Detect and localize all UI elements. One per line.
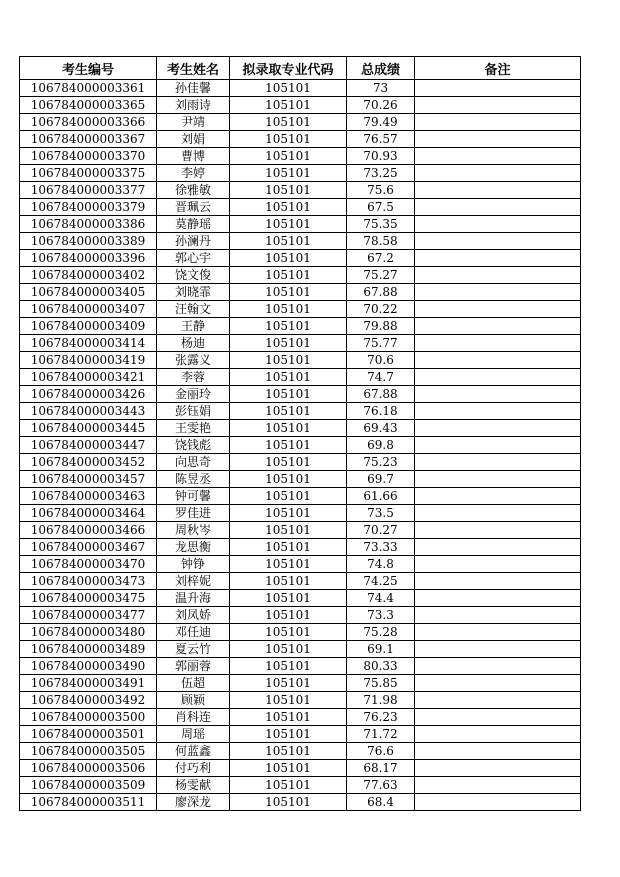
remarks-cell (415, 199, 581, 216)
candidate-name-cell: 钟铮 (157, 556, 230, 573)
remarks-cell (415, 233, 581, 250)
table-row (20, 641, 581, 658)
table-row (20, 216, 581, 233)
total-score-cell: 73 (347, 80, 415, 97)
total-score-cell: 71.98 (347, 692, 415, 709)
candidate-name-cell: 曹博 (157, 148, 230, 165)
total-score-cell: 76.23 (347, 709, 415, 726)
major-code-cell: 105101 (230, 182, 347, 199)
remarks-cell (415, 97, 581, 114)
table-row (20, 335, 581, 352)
table-row (20, 488, 581, 505)
total-score-cell: 74.25 (347, 573, 415, 590)
total-score-cell: 79.49 (347, 114, 415, 131)
total-score-cell: 73.25 (347, 165, 415, 182)
table-row (20, 267, 581, 284)
major-code-cell: 105101 (230, 624, 347, 641)
major-code-cell: 105101 (230, 437, 347, 454)
candidate-name-cell: 陈昱丞 (157, 471, 230, 488)
total-score-cell: 70.26 (347, 97, 415, 114)
table-row (20, 675, 581, 692)
candidate-name-cell: 郭心宇 (157, 250, 230, 267)
total-score-cell: 73.5 (347, 505, 415, 522)
remarks-cell (415, 437, 581, 454)
remarks-cell (415, 216, 581, 233)
candidate-id-cell: 106784000003477 (20, 607, 157, 624)
total-score-cell: 70.93 (347, 148, 415, 165)
candidate-name-cell: 刘雨诗 (157, 97, 230, 114)
header-candidate-id: 考生编号 (20, 57, 157, 80)
major-code-cell: 105101 (230, 131, 347, 148)
remarks-cell (415, 114, 581, 131)
major-code-cell: 105101 (230, 726, 347, 743)
candidate-id-cell: 106784000003375 (20, 165, 157, 182)
candidate-id-cell: 106784000003365 (20, 97, 157, 114)
total-score-cell: 70.22 (347, 301, 415, 318)
remarks-cell (415, 301, 581, 318)
candidate-id-cell: 106784000003361 (20, 80, 157, 97)
table-row (20, 233, 581, 250)
table-row (20, 726, 581, 743)
remarks-cell (415, 692, 581, 709)
candidate-id-cell: 106784000003452 (20, 454, 157, 471)
candidate-name-cell: 廖深龙 (157, 794, 230, 811)
candidate-name-cell: 孙澜丹 (157, 233, 230, 250)
candidate-name-cell: 杨雯献 (157, 777, 230, 794)
table-row (20, 386, 581, 403)
candidate-name-cell: 郭丽蓉 (157, 658, 230, 675)
table-row (20, 624, 581, 641)
remarks-cell (415, 165, 581, 182)
candidate-id-cell: 106784000003405 (20, 284, 157, 301)
candidate-name-cell: 何蓝鑫 (157, 743, 230, 760)
remarks-cell (415, 352, 581, 369)
total-score-cell: 68.17 (347, 760, 415, 777)
total-score-cell: 76.57 (347, 131, 415, 148)
total-score-cell: 67.88 (347, 284, 415, 301)
candidate-name-cell: 张露义 (157, 352, 230, 369)
major-code-cell: 105101 (230, 165, 347, 182)
candidate-name-cell: 王静 (157, 318, 230, 335)
table-row (20, 777, 581, 794)
remarks-cell (415, 641, 581, 658)
candidate-id-cell: 106784000003426 (20, 386, 157, 403)
major-code-cell: 105101 (230, 505, 347, 522)
major-code-cell: 105101 (230, 386, 347, 403)
candidate-id-cell: 106784000003509 (20, 777, 157, 794)
candidate-name-cell: 周瑶 (157, 726, 230, 743)
table-row (20, 556, 581, 573)
candidate-name-cell: 顾颖 (157, 692, 230, 709)
total-score-cell: 75.35 (347, 216, 415, 233)
table-row (20, 148, 581, 165)
total-score-cell: 73.33 (347, 539, 415, 556)
remarks-cell (415, 369, 581, 386)
table-row (20, 301, 581, 318)
remarks-cell (415, 318, 581, 335)
candidate-id-cell: 106784000003491 (20, 675, 157, 692)
total-score-cell: 75.85 (347, 675, 415, 692)
candidate-name-cell: 彭钰娟 (157, 403, 230, 420)
candidate-id-cell: 106784000003396 (20, 250, 157, 267)
table-row (20, 131, 581, 148)
remarks-cell (415, 539, 581, 556)
major-code-cell: 105101 (230, 522, 347, 539)
major-code-cell: 105101 (230, 607, 347, 624)
candidate-name-cell: 周秋岑 (157, 522, 230, 539)
candidate-id-cell: 106784000003421 (20, 369, 157, 386)
table-row (20, 318, 581, 335)
total-score-cell: 75.23 (347, 454, 415, 471)
remarks-cell (415, 522, 581, 539)
table-row (20, 437, 581, 454)
candidate-id-cell: 106784000003467 (20, 539, 157, 556)
major-code-cell: 105101 (230, 233, 347, 250)
major-code-cell: 105101 (230, 590, 347, 607)
table-row (20, 573, 581, 590)
candidate-id-cell: 106784000003480 (20, 624, 157, 641)
total-score-cell: 74.7 (347, 369, 415, 386)
total-score-cell: 77.63 (347, 777, 415, 794)
table-row (20, 199, 581, 216)
candidate-name-cell: 晋珮云 (157, 199, 230, 216)
candidate-id-cell: 106784000003409 (20, 318, 157, 335)
candidate-name-cell: 邓任迪 (157, 624, 230, 641)
major-code-cell: 105101 (230, 556, 347, 573)
candidate-name-cell: 夏云竹 (157, 641, 230, 658)
major-code-cell: 105101 (230, 97, 347, 114)
remarks-cell (415, 471, 581, 488)
remarks-cell (415, 556, 581, 573)
candidate-id-cell: 106784000003419 (20, 352, 157, 369)
table-row (20, 352, 581, 369)
table-row (20, 692, 581, 709)
total-score-cell: 67.5 (347, 199, 415, 216)
major-code-cell: 105101 (230, 369, 347, 386)
total-score-cell: 68.4 (347, 794, 415, 811)
major-code-cell: 105101 (230, 794, 347, 811)
candidate-name-cell: 伍超 (157, 675, 230, 692)
candidate-id-cell: 106784000003466 (20, 522, 157, 539)
candidate-id-cell: 106784000003506 (20, 760, 157, 777)
remarks-cell (415, 590, 581, 607)
remarks-cell (415, 777, 581, 794)
candidate-id-cell: 106784000003402 (20, 267, 157, 284)
candidate-name-cell: 莫静瑶 (157, 216, 230, 233)
total-score-cell: 76.6 (347, 743, 415, 760)
remarks-cell (415, 726, 581, 743)
remarks-cell (415, 420, 581, 437)
major-code-cell: 105101 (230, 318, 347, 335)
table-row (20, 539, 581, 556)
candidate-id-cell: 106784000003414 (20, 335, 157, 352)
major-code-cell: 105101 (230, 675, 347, 692)
candidate-name-cell: 饶钱彪 (157, 437, 230, 454)
table-row (20, 607, 581, 624)
major-code-cell: 105101 (230, 573, 347, 590)
table-row (20, 522, 581, 539)
total-score-cell: 69.1 (347, 641, 415, 658)
remarks-cell (415, 760, 581, 777)
major-code-cell: 105101 (230, 760, 347, 777)
table-row (20, 760, 581, 777)
total-score-cell: 78.58 (347, 233, 415, 250)
table-row (20, 420, 581, 437)
remarks-cell (415, 607, 581, 624)
remarks-cell (415, 267, 581, 284)
remarks-cell (415, 675, 581, 692)
remarks-cell (415, 284, 581, 301)
major-code-cell: 105101 (230, 284, 347, 301)
major-code-cell: 105101 (230, 743, 347, 760)
candidate-id-cell: 106784000003386 (20, 216, 157, 233)
remarks-cell (415, 573, 581, 590)
total-score-cell: 79.88 (347, 318, 415, 335)
candidate-name-cell: 肖科连 (157, 709, 230, 726)
candidate-name-cell: 龙思衡 (157, 539, 230, 556)
candidate-id-cell: 106784000003370 (20, 148, 157, 165)
major-code-cell: 105101 (230, 454, 347, 471)
table-row (20, 165, 581, 182)
major-code-cell: 105101 (230, 692, 347, 709)
candidate-name-cell: 孙佳馨 (157, 80, 230, 97)
table-row (20, 182, 581, 199)
major-code-cell: 105101 (230, 216, 347, 233)
major-code-cell: 105101 (230, 335, 347, 352)
remarks-cell (415, 624, 581, 641)
candidate-name-cell: 王雯艳 (157, 420, 230, 437)
table-row (20, 505, 581, 522)
remarks-cell (415, 182, 581, 199)
total-score-cell: 74.8 (347, 556, 415, 573)
candidate-name-cell: 李蓉 (157, 369, 230, 386)
remarks-cell (415, 403, 581, 420)
candidate-id-cell: 106784000003505 (20, 743, 157, 760)
candidate-id-cell: 106784000003490 (20, 658, 157, 675)
candidate-id-cell: 106784000003464 (20, 505, 157, 522)
major-code-cell: 105101 (230, 641, 347, 658)
candidate-id-cell: 106784000003447 (20, 437, 157, 454)
candidate-id-cell: 106784000003500 (20, 709, 157, 726)
remarks-cell (415, 454, 581, 471)
candidate-name-cell: 徐雅敏 (157, 182, 230, 199)
candidate-id-cell: 106784000003379 (20, 199, 157, 216)
header-total-score: 总成绩 (347, 57, 415, 80)
header-row (20, 57, 581, 80)
candidate-name-cell: 汪翰文 (157, 301, 230, 318)
total-score-cell: 67.88 (347, 386, 415, 403)
candidate-name-cell: 钟可馨 (157, 488, 230, 505)
admission-table (19, 56, 581, 811)
header-candidate-name: 考生姓名 (157, 57, 230, 80)
total-score-cell: 75.77 (347, 335, 415, 352)
candidate-name-cell: 刘梓妮 (157, 573, 230, 590)
major-code-cell: 105101 (230, 658, 347, 675)
total-score-cell: 76.18 (347, 403, 415, 420)
candidate-id-cell: 106784000003457 (20, 471, 157, 488)
major-code-cell: 105101 (230, 403, 347, 420)
major-code-cell: 105101 (230, 488, 347, 505)
major-code-cell: 105101 (230, 267, 347, 284)
candidate-name-cell: 饶文俊 (157, 267, 230, 284)
major-code-cell: 105101 (230, 471, 347, 488)
candidate-name-cell: 罗佳进 (157, 505, 230, 522)
candidate-id-cell: 106784000003366 (20, 114, 157, 131)
major-code-cell: 105101 (230, 420, 347, 437)
total-score-cell: 70.6 (347, 352, 415, 369)
total-score-cell: 80.33 (347, 658, 415, 675)
total-score-cell: 70.27 (347, 522, 415, 539)
remarks-cell (415, 743, 581, 760)
remarks-cell (415, 335, 581, 352)
total-score-cell: 74.4 (347, 590, 415, 607)
header-major-code: 拟录取专业代码 (230, 57, 347, 80)
remarks-cell (415, 505, 581, 522)
candidate-id-cell: 106784000003367 (20, 131, 157, 148)
candidate-id-cell: 106784000003407 (20, 301, 157, 318)
total-score-cell: 69.43 (347, 420, 415, 437)
candidate-name-cell: 温升海 (157, 590, 230, 607)
table-row (20, 709, 581, 726)
candidate-name-cell: 金丽玲 (157, 386, 230, 403)
major-code-cell: 105101 (230, 199, 347, 216)
major-code-cell: 105101 (230, 148, 347, 165)
candidate-name-cell: 刘娟 (157, 131, 230, 148)
major-code-cell: 105101 (230, 80, 347, 97)
candidate-name-cell: 刘晓霏 (157, 284, 230, 301)
remarks-cell (415, 488, 581, 505)
table-row (20, 743, 581, 760)
table-row (20, 794, 581, 811)
candidate-id-cell: 106784000003473 (20, 573, 157, 590)
major-code-cell: 105101 (230, 250, 347, 267)
total-score-cell: 75.6 (347, 182, 415, 199)
total-score-cell: 73.3 (347, 607, 415, 624)
table-row (20, 80, 581, 97)
candidate-id-cell: 106784000003489 (20, 641, 157, 658)
candidate-id-cell: 106784000003463 (20, 488, 157, 505)
candidate-name-cell: 刘凤娇 (157, 607, 230, 624)
remarks-cell (415, 386, 581, 403)
table-row (20, 471, 581, 488)
candidate-id-cell: 106784000003501 (20, 726, 157, 743)
candidate-name-cell: 李婷 (157, 165, 230, 182)
major-code-cell: 105101 (230, 709, 347, 726)
major-code-cell: 105101 (230, 352, 347, 369)
total-score-cell: 61.66 (347, 488, 415, 505)
total-score-cell: 69.8 (347, 437, 415, 454)
table-row (20, 454, 581, 471)
remarks-cell (415, 148, 581, 165)
table-row (20, 369, 581, 386)
total-score-cell: 75.28 (347, 624, 415, 641)
candidate-name-cell: 付巧利 (157, 760, 230, 777)
candidate-name-cell: 向思奇 (157, 454, 230, 471)
table-row (20, 658, 581, 675)
major-code-cell: 105101 (230, 301, 347, 318)
candidate-id-cell: 106784000003492 (20, 692, 157, 709)
candidate-id-cell: 106784000003470 (20, 556, 157, 573)
remarks-cell (415, 709, 581, 726)
table-row (20, 403, 581, 420)
candidate-id-cell: 106784000003511 (20, 794, 157, 811)
table-row (20, 590, 581, 607)
total-score-cell: 67.2 (347, 250, 415, 267)
table-row (20, 114, 581, 131)
total-score-cell: 71.72 (347, 726, 415, 743)
major-code-cell: 105101 (230, 114, 347, 131)
major-code-cell: 105101 (230, 539, 347, 556)
candidate-id-cell: 106784000003443 (20, 403, 157, 420)
total-score-cell: 75.27 (347, 267, 415, 284)
major-code-cell: 105101 (230, 777, 347, 794)
remarks-cell (415, 131, 581, 148)
header-remarks: 备注 (415, 57, 581, 80)
remarks-cell (415, 250, 581, 267)
remarks-cell (415, 658, 581, 675)
candidate-name-cell: 杨迪 (157, 335, 230, 352)
table-row (20, 284, 581, 301)
remarks-cell (415, 80, 581, 97)
candidate-id-cell: 106784000003377 (20, 182, 157, 199)
candidate-id-cell: 106784000003445 (20, 420, 157, 437)
remarks-cell (415, 794, 581, 811)
candidate-name-cell: 尹靖 (157, 114, 230, 131)
table-row (20, 250, 581, 267)
candidate-id-cell: 106784000003389 (20, 233, 157, 250)
total-score-cell: 69.7 (347, 471, 415, 488)
table-row (20, 97, 581, 114)
candidate-id-cell: 106784000003475 (20, 590, 157, 607)
